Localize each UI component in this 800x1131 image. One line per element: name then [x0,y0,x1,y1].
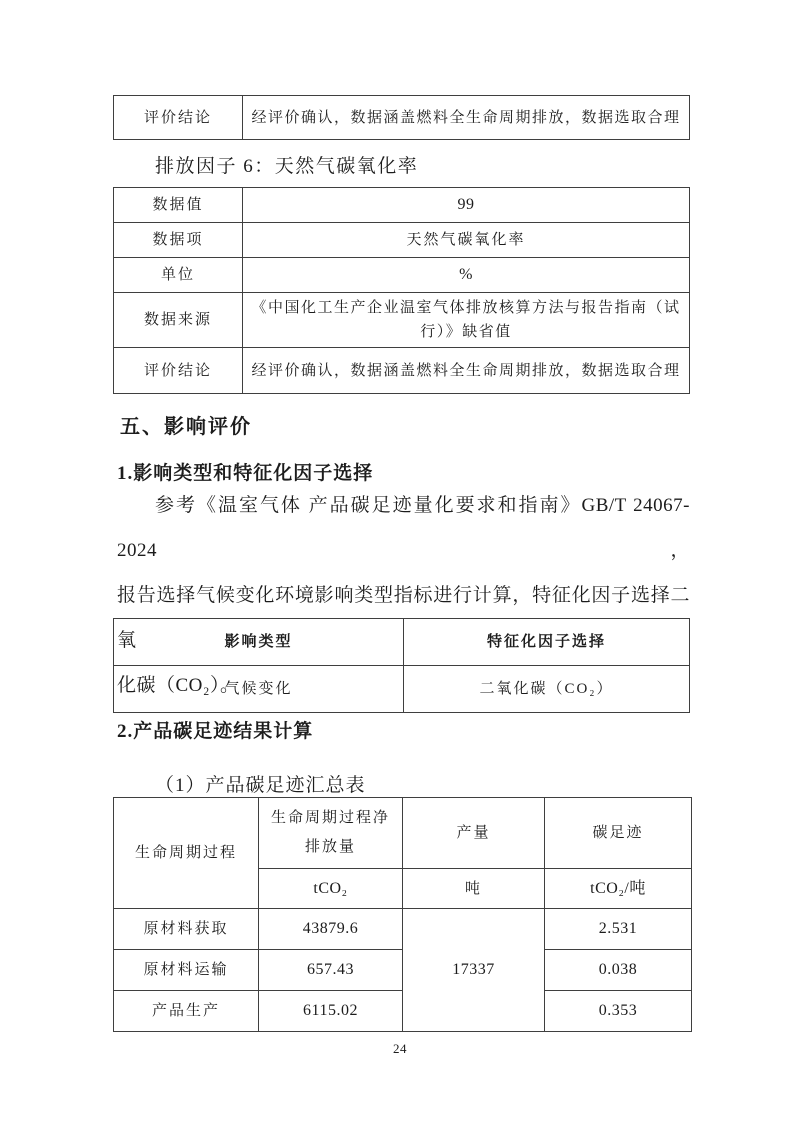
row-label: 数据来源 [114,293,243,348]
row-value: % [243,258,690,293]
table-row [114,909,692,950]
header-impact-type: 影响类型 [114,619,404,666]
impact-type-table [113,618,690,713]
cell-process: 原材料获取 [114,909,259,950]
row-value: 天然气碳氧化率 [243,223,690,258]
cell-process: 产品生产 [114,991,259,1032]
cell-net-emission: 6115.02 [259,991,403,1032]
table-row [114,96,690,140]
row-label: 单位 [114,258,243,293]
cell-net-emission: 657.43 [259,950,403,991]
row-label: 数据值 [114,188,243,223]
row-value: 经评价确认，数据涵盖燃料全生命周期排放，数据选取合理 [243,348,690,394]
paragraph-line: 报告选择气候变化环境影响类型指标进行计算，特征化因子选择二氧 [117,585,690,651]
table-row [114,223,690,258]
unit-net-emission: tCO₂ [259,869,403,909]
cell-footprint: 2.531 [545,909,692,950]
header-net-emission-line2: 排放量 [304,839,356,855]
row-value: 99 [243,188,690,223]
subsection-2-title: 2.产品碳足迹结果计算 [117,721,314,742]
emission-factor-6-heading: 排放因子 6：天然气碳氧化率 [155,156,419,177]
subsection-1-title: 1.影响类型和特征化因子选择 [117,463,374,484]
page-number: 24 [393,1041,407,1056]
cell-characterization-factor: 二氧化碳（CO₂） [404,666,690,713]
table-header-row [114,619,690,666]
row-value: 经评价确认，数据涵盖燃料全生命周期排放，数据选取合理 [243,96,690,140]
header-net-emission-line1: 生命周期过程净 [270,810,390,826]
header-lifecycle-process: 生命周期过程 [114,798,259,909]
cell-footprint: 0.038 [545,950,692,991]
row-label: 评价结论 [114,96,243,140]
summary-table-caption: （1）产品碳足迹汇总表 [155,775,366,796]
cell-footprint: 0.353 [545,991,692,1032]
table-row [114,293,690,348]
cell-impact-type: 气候变化 [114,666,404,713]
table-row [114,258,690,293]
cell-net-emission: 43879.6 [259,909,403,950]
unit-output: 吨 [403,869,545,909]
row-value: 《中国化工生产企业温室气体排放核算方法与报告指南（试行）》缺省值 [243,293,690,348]
row-label: 数据项 [114,223,243,258]
evaluation-conclusion-carryover-table [113,95,690,140]
table-row [114,188,690,223]
carbon-footprint-summary-table [113,797,692,1032]
header-output: 产量 [403,798,545,869]
header-characterization-factor: 特征化因子选择 [404,619,690,666]
cell-output-total: 17337 [403,909,545,1032]
cell-process: 原材料运输 [114,950,259,991]
table-row [114,348,690,394]
emission-factor-6-table [113,187,690,394]
table-header-row [114,798,692,869]
paragraph-line: 化碳（CO₂）。 [117,675,240,696]
header-footprint: 碳足迹 [545,798,692,869]
unit-footprint: tCO₂/吨 [545,869,692,909]
paragraph-line: 参考《温室气体 产品碳足迹量化要求和指南》GB/T 24067-2024， [117,495,690,561]
table-row [114,666,690,713]
row-label: 评价结论 [114,348,243,394]
section-5-title: 五、影响评价 [120,416,252,438]
header-net-emission [259,798,403,869]
